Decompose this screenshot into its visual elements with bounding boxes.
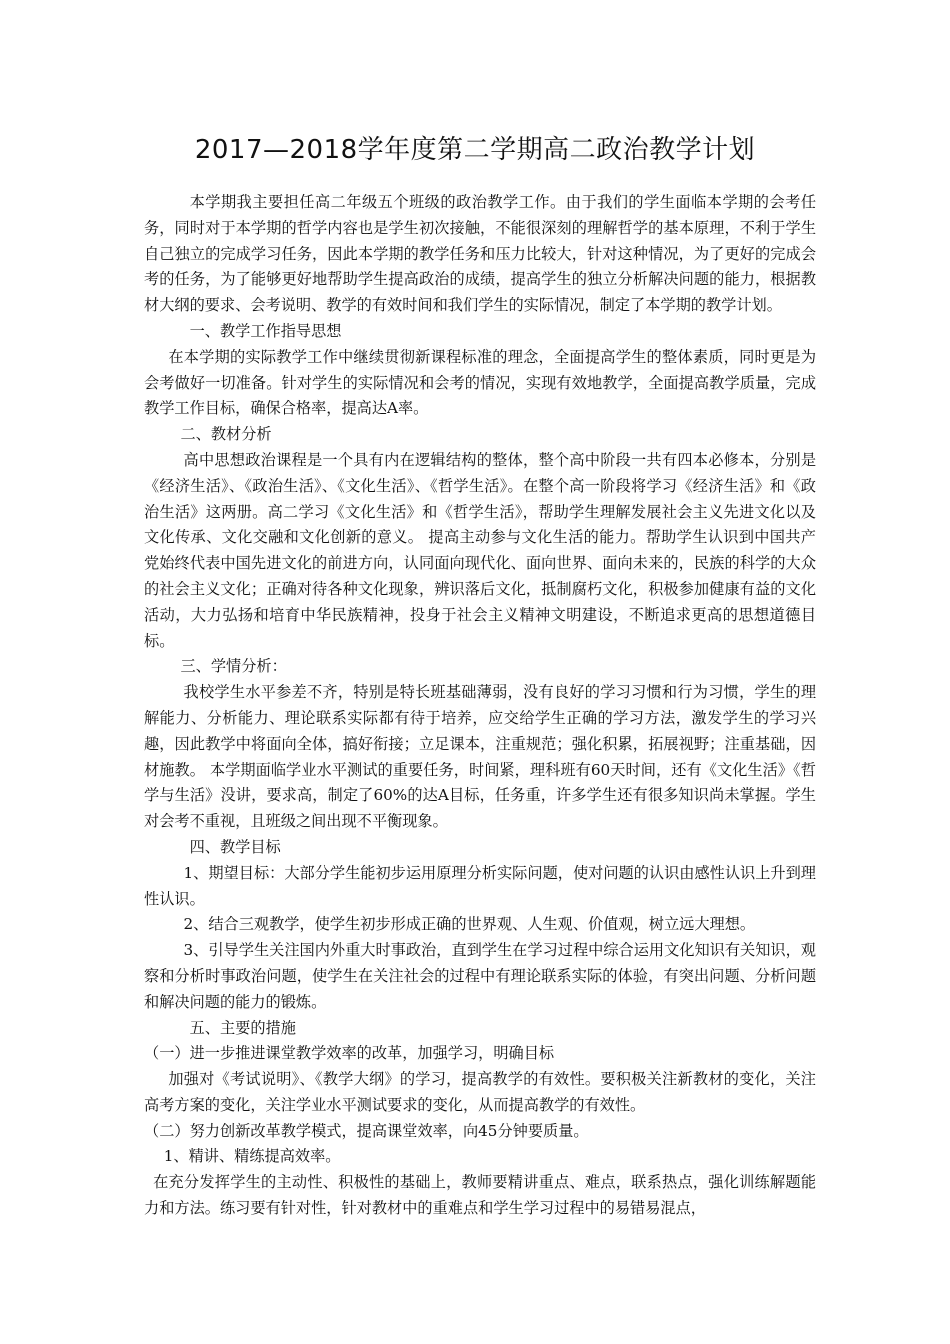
document-title: 2017—2018学年度第二学期高二政治教学计划 [194,135,756,165]
document-body [144,190,816,1222]
measure-1-paragraph: 加强对《考试说明》、《教学大纲》的学习，提高教学的有效性。要积极关注新教材的变化，关注高考方案的变化，关注学业水平测试要求的变化，从而提高教学的有效性。 [144,1070,816,1114]
section-3-paragraph: 我校学生水平参差不齐，特别是特长班基础薄弱，没有良好的学习习惯和行为习惯，学生的理解能力、分析能力、理论联系实际都有待于培养，应交给学生正确的学习方法，激发学生的学习兴趣，因此教学中将面向全体，搞好衔接；立足课本，注重规范；强化积累，拓展视野；注重基础，因材施教。 本学期面临学业水平测试的重要任务，时间紧，理科班有60天时间，还有《文化生活》《哲学与生活》没讲，要求高，制定了60%的达A目标，任务重，许多学生还有很多知识尚未掌握。学生对会考不重视，且班级之间出现不平衡现象。 [144,683,816,831]
section-heading-3: 三、学情分析： [180,657,287,676]
section-heading-2: 二、教材分析 [180,425,272,444]
section-heading-1: 一、教学工作指导思想 [189,321,342,340]
measure-heading-2: （二）努力创新改革教学模式，提高课堂效率，向45分钟要质量。 [144,1121,589,1140]
goal-item-3: 3、引导学生关注国内外重大时事政治，直到学生在学习过程中综合运用文化知识有关知识，观察和分析时事政治问题，使学生在关注社会的过程中有理论联系实际的体验，有突出问题、分析问题和解决问题的能力的锻炼。 [144,941,816,1011]
intro-paragraph: 本学期我主要担任高二年级五个班级的政治教学工作。由于我们的学生面临本学期的会考任务，同时对于本学期的哲学内容也是学生初次接触，不能很深刻的理解哲学的基本原理，不利于学生自己独立的完成学习任务，因此本学期的教学任务和压力比较大，针对这种情况，为了更好的完成会考的任务，为了能够更好地帮助学生提高政治的成绩，提高学生的独立分析解决问题的能力，根据教材大纲的要求、会考说明、教学的有效时间和我们学生的实际情况，制定了本学期的教学计划。 [144,193,816,315]
section-heading-4: 四、教学目标 [189,837,281,856]
measure-sub-heading-1: 1、精讲、精练提高效率。 [163,1147,341,1166]
goal-item-2: 2、结合三观教学，使学生初步形成正确的世界观、人生观、价值观，树立远大理想。 [183,915,756,934]
section-heading-5: 五、主要的措施 [189,1018,296,1037]
goal-item-1: 1、期望目标：大部分学生能初步运用原理分析实际问题，使对问题的认识由感性认识上升到理性认识。 [144,863,816,908]
section-2-paragraph: 高中思想政治课程是一个具有内在逻辑结构的整体，整个高中阶段一共有四本必修本，分别是《经济生活》、《政治生活》、《文化生活》、《哲学生活》。在整个高一阶段将学习《经济生活》和《政治生活》这两册。高二学习《文化生活》和《哲学生活》，帮助学生理解发展社会主义先进文化以及文化传承、文化交融和文化创新的意义。 提高主动参与文化生活的能力。帮助学生认识到中国共产党始终代表中国先进文化的前进方向，认同面向现代化、面向世界、面向未来的，民族的科学的大众的社会主义文化；正确对待各种文化现象，辨识落后文化，抵制腐朽文化，积极参加健康有益的文化活动，大力弘扬和培育中华民族精神，投身于社会主义精神文明建设，不断追求更高的思想道德目标。 [144,450,816,650]
section-1-paragraph: 在本学期的实际教学工作中继续贯彻新课程标准的理念，全面提高学生的整体素质，同时更是为会考做好一切准备。针对学生的实际情况和会考的情况，实现有效地教学，全面提高教学质量，完成教学工作目标，确保合格率，提高达A率。 [144,347,816,418]
measure-heading-1: （一）进一步推进课堂教学效率的改革，加强学习，明确目标 [144,1044,555,1063]
measure-sub-paragraph-1: 在充分发挥学生的主动性、积极性的基础上，教师要精讲重点、难点，联系热点，强化训练解题能力和方法。练习要有针对性，针对教材中的重难点和学生学习过程中的易错易混点， [144,1173,816,1218]
